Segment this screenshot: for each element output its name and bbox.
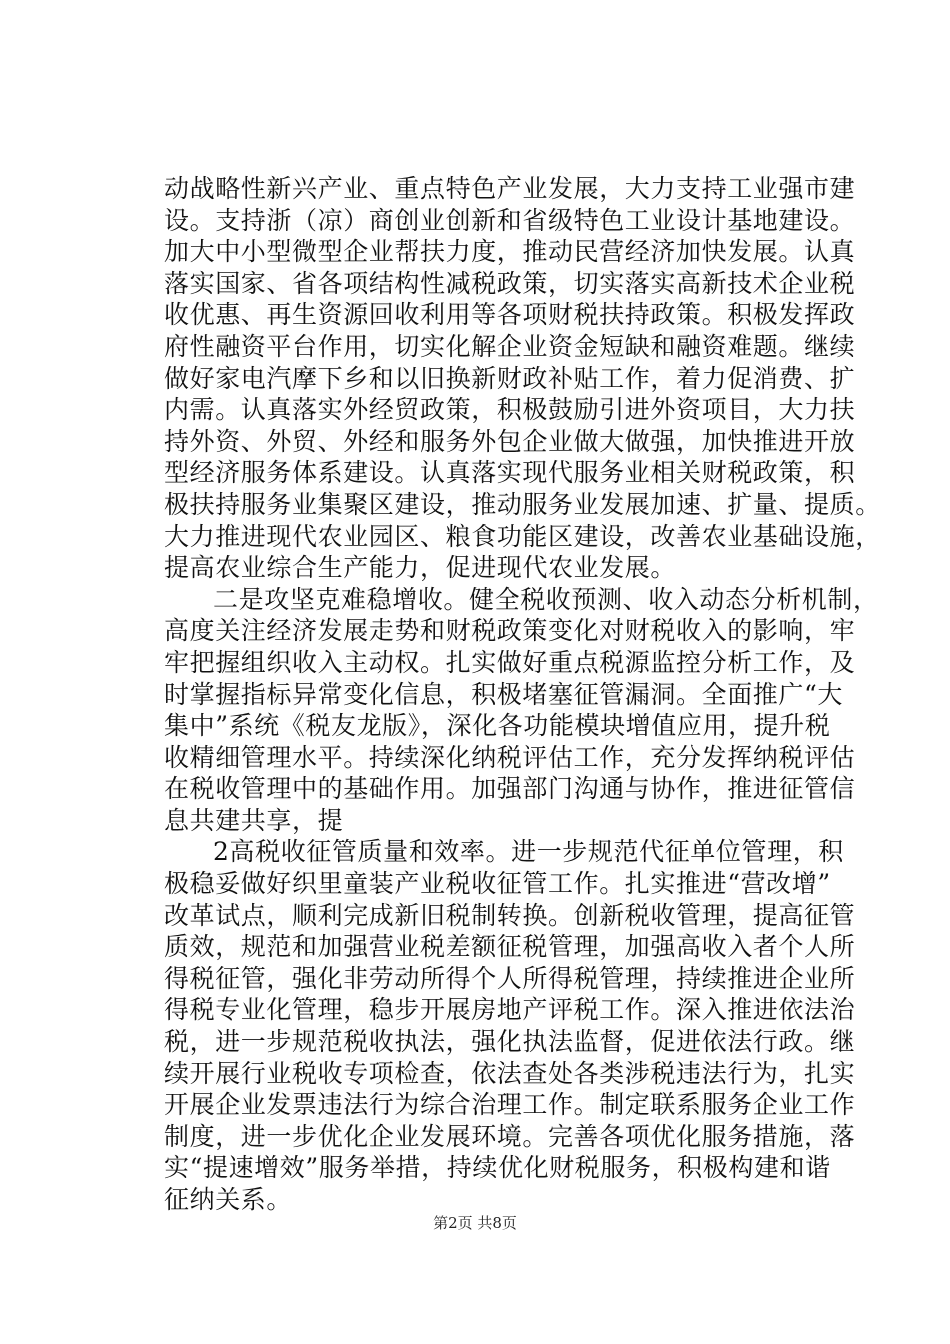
paragraph-3 <box>164 836 864 1215</box>
text-line: 大力推进现代农业园区、粮食功能区建设，改善农业基础设施， <box>164 521 881 551</box>
text-line: 收精细管理水平。持续深化纳税评估工作，充分发挥纳税评估 <box>164 742 856 772</box>
text-line: 开展企业发票违法行为综合治理工作。制定联系服务企业工作 <box>164 1090 856 1120</box>
text-line: 做好家电汽摩下乡和以旧换新财政补贴工作，着力促消费、扩 <box>164 363 856 393</box>
paragraph-2 <box>164 584 879 837</box>
text-line: 得税专业化管理，稳步开展房地产评税工作。深入推进依法治 <box>164 995 856 1025</box>
text-line: 持外资、外贸、外经和服务外包企业做大做强，加快推进开放 <box>164 426 856 456</box>
text-line: 时掌握指标异常变化信息，积极堵塞征管漏洞。全面推广“大 <box>164 679 843 709</box>
text-line: 型经济服务体系建设。认真落实现代服务业相关财税政策，积 <box>164 458 856 488</box>
text-line: 续开展行业税收专项检查，依法查处各类涉税违法行为，扎实 <box>164 1058 856 1088</box>
text-line: 落实国家、省各项结构性减税政策，切实落实高新技术企业税 <box>164 268 856 298</box>
text-line: 征纳关系。 <box>164 1185 293 1214</box>
text-line: 牢把握组织收入主动权。扎实做好重点税源监控分析工作，及 <box>164 647 856 677</box>
text-line: 息共建共享，提 <box>164 805 344 835</box>
text-line: 制度，进一步优化企业发展环境。完善各项优化服务措施，落 <box>164 1121 856 1151</box>
text-line: 设。支持浙（凉）商创业创新和省级特色工业设计基地建设。 <box>164 205 856 235</box>
text-line: 在税收管理中的基础作用。加强部门沟通与协作，推进征管信 <box>164 774 856 804</box>
text-line: 质效，规范和加强营业税差额征税管理，加强高收入者个人所 <box>164 932 856 962</box>
document-body <box>164 173 881 1216</box>
text-line: 极稳妥做好织里童装产业税收征管工作。扎实推进“营改增” <box>164 869 831 899</box>
text-line: 府性融资平台作用，切实化解企业资金短缺和融资难题。继续 <box>164 331 856 361</box>
text-line: 2高税收征管质量和效率。进一步规范代征单位管理，积 <box>213 837 844 867</box>
text-line: 收优惠、再生资源回收利用等各项财税扶持政策。积极发挥政 <box>164 300 856 330</box>
text-line: 税，进一步规范税收执法，强化执法监督，促进依法行政。继 <box>164 1027 856 1057</box>
text-line: 加大中小型微型企业帮扶力度，推动民营经济加快发展。认真 <box>164 237 856 267</box>
paragraph-1 <box>164 173 881 584</box>
text-line: 极扶持服务业集聚区建设，推动服务业发展加速、扩量、提质。 <box>164 489 881 519</box>
text-line: 提高农业综合生产能力，促进现代农业发展。 <box>164 553 677 583</box>
text-line: 得税征管，强化非劳动所得个人所得税管理，持续推进企业所 <box>164 963 856 993</box>
text-line: 实“提速增效”服务举措，持续优化财税服务，积极构建和谐 <box>164 1153 831 1183</box>
text-line: 二是攻坚克难稳增收。健全税收预测、收入动态分析机制， <box>213 584 879 614</box>
page-number-footer: 第2页 共8页 <box>433 1214 517 1232</box>
text-line: 改革试点，顺利完成新旧税制转换。创新税收管理，提高征管 <box>164 900 856 930</box>
text-line: 高度关注经济发展走势和财税政策变化对财税收入的影响，牢 <box>164 616 856 646</box>
text-line: 内需。认真落实外经贸政策，积极鼓励引进外资项目，大力扶 <box>164 395 856 425</box>
text-line: 动战略性新兴产业、重点特色产业发展，大力支持工业强市建 <box>164 174 856 203</box>
text-line: 集中”系统《税友龙版》，深化各功能模块增值应用，提升税 <box>164 711 831 741</box>
